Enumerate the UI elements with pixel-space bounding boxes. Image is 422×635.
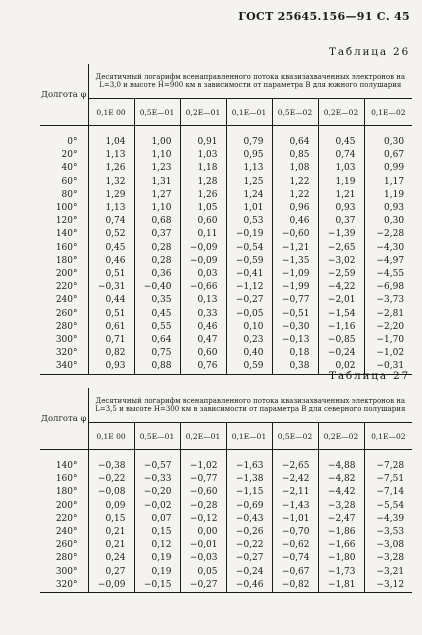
longitude-cell: 20° (40, 149, 88, 162)
column-header: 0,1E—02 (364, 99, 412, 126)
table-row (40, 202, 412, 215)
value-cell: −0,31 (364, 360, 412, 374)
value-cell: −0,77 (180, 473, 226, 486)
value-cell: 0,19 (134, 566, 180, 579)
table-row (40, 228, 412, 241)
value-cell: −0,27 (180, 579, 226, 593)
value-cell: −0,22 (226, 539, 272, 552)
value-cell: −6,98 (376, 282, 405, 293)
column-header: 0,1E 00 (88, 99, 134, 126)
value-cell: 0,68 (134, 215, 180, 228)
page-header: ГОСТ 25645.156—91 С. 45 (238, 10, 410, 23)
value-cell: 0,21 (88, 526, 134, 539)
table-27-caption: Таблица 27 (329, 370, 410, 382)
table-row (40, 473, 412, 486)
value-cell: −0,19 (226, 228, 272, 241)
longitude-cell: 180° (40, 486, 88, 499)
table-row (40, 294, 412, 307)
value-cell: 1,22 (272, 189, 318, 202)
value-cell: 1,13 (88, 202, 134, 215)
table-row (40, 579, 412, 593)
value-cell: 0,93 (88, 360, 134, 374)
value-cell: −3,02 (318, 255, 364, 268)
table-27 (40, 388, 412, 593)
table-row (40, 500, 412, 513)
value-cell: 1,18 (180, 162, 226, 175)
value-cell: 0,74 (88, 215, 134, 228)
value-cell: −4,55 (376, 269, 405, 280)
value-cell: 0,45 (134, 308, 180, 321)
value-cell: 0,46 (88, 255, 134, 268)
value-cell: −2,47 (318, 513, 364, 526)
value-cell: 0,46 (180, 321, 226, 334)
longitude-cell: 280° (40, 552, 88, 565)
value-cell: 0,51 (88, 308, 134, 321)
column-header: 0,2E—01 (180, 423, 226, 450)
value-cell: −0,02 (134, 500, 180, 513)
value-cell: −7,51 (376, 474, 405, 485)
table-26 (40, 64, 412, 375)
value-cell: −1,21 (272, 242, 318, 255)
value-cell: 0,38 (272, 360, 318, 374)
table-row (40, 215, 412, 228)
value-cell: 0,27 (88, 566, 134, 579)
value-cell: 1,03 (318, 162, 364, 175)
value-cell: −1,38 (226, 473, 272, 486)
value-cell: −4,82 (318, 473, 364, 486)
value-cell: 0,82 (88, 347, 134, 360)
table-row (40, 136, 412, 149)
value-cell: −0,03 (180, 552, 226, 565)
value-cell: −7,28 (376, 461, 405, 471)
value-cell: 1,29 (88, 189, 134, 202)
table-description: Десятичный логарифм всенаправленного потока квазизахваченных электронов на L=3,0 и высоте H=900 км в зависимости от параметра B для южного полушария (88, 64, 412, 99)
value-cell: 0,71 (88, 334, 134, 347)
value-cell: 1,03 (180, 149, 226, 162)
value-cell: −2,65 (318, 242, 364, 255)
value-cell: −0,38 (88, 460, 134, 473)
column-header: 0,2E—02 (318, 99, 364, 126)
table-row (40, 539, 412, 552)
value-cell: 0,28 (134, 242, 180, 255)
table-row (40, 189, 412, 202)
value-cell: −0,33 (134, 473, 180, 486)
value-cell: 0,85 (272, 149, 318, 162)
value-cell: −3,73 (376, 295, 405, 306)
value-cell: 0,10 (226, 321, 272, 334)
value-cell: −1,54 (318, 308, 364, 321)
value-cell: 0,46 (272, 215, 318, 228)
value-cell: −0,77 (272, 294, 318, 307)
value-cell: −2,20 (376, 321, 405, 332)
longitude-header: Долгота φ (40, 64, 88, 126)
value-cell: 0,51 (88, 268, 134, 281)
value-cell: 0,93 (318, 202, 364, 215)
column-header: 0,1E—01 (226, 423, 272, 450)
value-cell: 0,45 (88, 242, 134, 255)
value-cell: −4,39 (376, 513, 405, 524)
value-cell: −1,01 (272, 513, 318, 526)
value-cell: −4,42 (318, 486, 364, 499)
column-header: 0,5E—01 (134, 99, 180, 126)
value-cell: −0,85 (318, 334, 364, 347)
value-cell: −0,22 (88, 473, 134, 486)
longitude-cell: 300° (40, 566, 88, 579)
value-cell: −0,57 (134, 460, 180, 473)
value-cell: −1,09 (272, 268, 318, 281)
value-cell: −2,81 (376, 308, 405, 319)
value-cell: −1,16 (318, 321, 364, 334)
column-header: 0,5E—02 (272, 99, 318, 126)
value-cell: 0,67 (384, 150, 405, 161)
value-cell: −1,15 (226, 486, 272, 499)
value-cell: 0,64 (272, 136, 318, 149)
value-cell: 1,32 (88, 176, 134, 189)
value-cell: −4,30 (376, 242, 405, 253)
table-row (40, 308, 412, 321)
value-cell: −0,66 (180, 281, 226, 294)
column-header: 0,5E—01 (134, 423, 180, 450)
column-header: 0,1E—02 (364, 423, 412, 450)
value-cell: −0,43 (226, 513, 272, 526)
value-cell: 0,96 (272, 202, 318, 215)
value-cell: −2,11 (272, 486, 318, 499)
value-cell: −0,60 (272, 228, 318, 241)
column-header: 0,2E—02 (318, 423, 364, 450)
table-row (40, 347, 412, 360)
value-cell: −1,80 (318, 552, 364, 565)
value-cell: 0,75 (134, 347, 180, 360)
value-cell: 0,61 (88, 321, 134, 334)
value-cell: 0,09 (88, 500, 134, 513)
value-cell: −3,21 (376, 566, 405, 577)
value-cell: 0,55 (134, 321, 180, 334)
longitude-cell: 300° (40, 334, 88, 347)
table-row (40, 149, 412, 162)
longitude-cell: 40° (40, 162, 88, 175)
value-cell: −0,27 (226, 294, 272, 307)
value-cell: −1,12 (226, 281, 272, 294)
column-header: 0,5E—02 (272, 423, 318, 450)
value-cell: −0,09 (180, 255, 226, 268)
value-cell: 0,40 (226, 347, 272, 360)
longitude-cell: 60° (40, 176, 88, 189)
value-cell: 1,22 (272, 176, 318, 189)
longitude-cell: 180° (40, 255, 88, 268)
value-cell: 1,19 (384, 189, 405, 200)
value-cell: 0,44 (88, 294, 134, 307)
value-cell: −2,59 (318, 268, 364, 281)
longitude-cell: 240° (40, 526, 88, 539)
value-cell: −0,59 (226, 255, 272, 268)
value-cell: −4,97 (376, 255, 405, 266)
value-cell: 1,26 (180, 189, 226, 202)
value-cell: 1,21 (318, 189, 364, 202)
value-cell: −1,81 (318, 579, 364, 593)
value-cell: −0,13 (272, 334, 318, 347)
longitude-cell: 280° (40, 321, 88, 334)
table-row (40, 486, 412, 499)
longitude-cell: 260° (40, 539, 88, 552)
value-cell: −4,88 (318, 460, 364, 473)
longitude-cell: 100° (40, 202, 88, 215)
value-cell: 0,24 (88, 552, 134, 565)
value-cell: 0,30 (384, 137, 405, 147)
value-cell: −0,24 (318, 347, 364, 360)
value-cell: −1,99 (272, 281, 318, 294)
value-cell: 1,27 (134, 189, 180, 202)
longitude-cell: 240° (40, 294, 88, 307)
value-cell: 0,64 (134, 334, 180, 347)
value-cell: −2,42 (272, 473, 318, 486)
value-cell: −0,01 (180, 539, 226, 552)
value-cell: −1,66 (318, 539, 364, 552)
longitude-cell: 200° (40, 268, 88, 281)
value-cell: −0,08 (88, 486, 134, 499)
value-cell: −0,09 (180, 242, 226, 255)
value-cell: 1,28 (180, 176, 226, 189)
value-cell: −5,54 (376, 500, 405, 511)
value-cell: −3,12 (364, 579, 412, 593)
value-cell: 0,53 (226, 215, 272, 228)
value-cell: −0,28 (180, 500, 226, 513)
value-cell: −1,86 (318, 526, 364, 539)
value-cell: 0,07 (134, 513, 180, 526)
value-cell: −1,70 (376, 335, 405, 346)
value-cell: 0,47 (180, 334, 226, 347)
value-cell: 1,04 (88, 136, 134, 149)
value-cell: 0,19 (134, 552, 180, 565)
value-cell: −2,65 (272, 460, 318, 473)
table-row (40, 334, 412, 347)
longitude-cell: 320° (40, 579, 88, 593)
value-cell: −3,28 (376, 553, 405, 564)
table-row (40, 255, 412, 268)
table-row (40, 513, 412, 526)
table-row (40, 162, 412, 175)
value-cell: 1,25 (226, 176, 272, 189)
table-26-caption: Таблица 26 (329, 46, 410, 58)
value-cell: −0,24 (226, 566, 272, 579)
table-row (40, 268, 412, 281)
value-cell: 0,13 (180, 294, 226, 307)
value-cell: 0,15 (88, 513, 134, 526)
longitude-cell: 140° (40, 460, 88, 473)
value-cell: 0,36 (134, 268, 180, 281)
longitude-cell: 160° (40, 473, 88, 486)
table-row (40, 321, 412, 334)
value-cell: −0,05 (226, 308, 272, 321)
table-row (40, 176, 412, 189)
value-cell: 0,37 (318, 215, 364, 228)
value-cell: 1,31 (134, 176, 180, 189)
value-cell: 0,88 (134, 360, 180, 374)
value-cell: 1,01 (226, 202, 272, 215)
value-cell: 0,59 (226, 360, 272, 374)
longitude-cell: 0° (40, 136, 88, 149)
value-cell: −1,43 (272, 500, 318, 513)
value-cell: 0,02 (318, 360, 364, 374)
value-cell: −0,12 (180, 513, 226, 526)
longitude-header: Долгота φ (40, 388, 88, 450)
value-cell: −0,15 (134, 579, 180, 593)
longitude-cell: 220° (40, 513, 88, 526)
value-cell: 1,17 (384, 176, 405, 187)
value-cell: −0,54 (226, 242, 272, 255)
value-cell: 0,21 (88, 539, 134, 552)
value-cell: 1,10 (134, 202, 180, 215)
longitude-cell: 260° (40, 308, 88, 321)
value-cell: 1,05 (180, 202, 226, 215)
value-cell: 0,11 (180, 228, 226, 241)
table-description: Десятичный логарифм всенаправленного потока квазизахваченных электронов на L=3,5 и высоте H=300 км в зависимости от параметра B для северного полушария (88, 388, 412, 423)
value-cell: 1,23 (134, 162, 180, 175)
table-row (40, 552, 412, 565)
value-cell: 1,00 (134, 136, 180, 149)
value-cell: −1,39 (318, 228, 364, 241)
value-cell: −0,26 (226, 526, 272, 539)
value-cell: −0,62 (272, 539, 318, 552)
value-cell: 0,00 (180, 526, 226, 539)
value-cell: 1,24 (226, 189, 272, 202)
table-row (40, 460, 412, 473)
value-cell: 0,33 (180, 308, 226, 321)
value-cell: 1,13 (226, 162, 272, 175)
longitude-cell: 160° (40, 242, 88, 255)
value-cell: 0,12 (134, 539, 180, 552)
value-cell: 1,19 (318, 176, 364, 189)
value-cell: 0,76 (180, 360, 226, 374)
value-cell: 0,05 (180, 566, 226, 579)
table-row (40, 566, 412, 579)
longitude-cell: 140° (40, 228, 88, 241)
value-cell: −1,02 (180, 460, 226, 473)
value-cell: 0,99 (384, 163, 405, 174)
value-cell: −0,70 (272, 526, 318, 539)
value-cell: −1,63 (226, 460, 272, 473)
table-row (40, 281, 412, 294)
value-cell: −3,08 (376, 540, 405, 551)
value-cell: −0,69 (226, 500, 272, 513)
value-cell: −0,67 (272, 566, 318, 579)
value-cell: −0,27 (226, 552, 272, 565)
value-cell: −0,31 (88, 281, 134, 294)
value-cell: 0,37 (134, 228, 180, 241)
value-cell: 0,60 (180, 215, 226, 228)
longitude-cell: 340° (40, 360, 88, 374)
value-cell: 0,60 (180, 347, 226, 360)
value-cell: 1,13 (88, 149, 134, 162)
value-cell: −0,60 (180, 486, 226, 499)
table-row (40, 242, 412, 255)
value-cell: 0,45 (318, 136, 364, 149)
value-cell: 0,52 (88, 228, 134, 241)
value-cell: 1,26 (88, 162, 134, 175)
value-cell: −1,35 (272, 255, 318, 268)
value-cell: −0,51 (272, 308, 318, 321)
longitude-cell: 120° (40, 215, 88, 228)
value-cell: 1,10 (134, 149, 180, 162)
value-cell: −0,20 (134, 486, 180, 499)
longitude-cell: 200° (40, 500, 88, 513)
column-header: 0,1E 00 (88, 423, 134, 450)
value-cell: −2,01 (318, 294, 364, 307)
value-cell: 0,79 (226, 136, 272, 149)
value-cell: 1,08 (272, 162, 318, 175)
value-cell: −3,53 (376, 527, 405, 538)
value-cell: 0,74 (318, 149, 364, 162)
longitude-cell: 320° (40, 347, 88, 360)
value-cell: −7,14 (376, 487, 405, 498)
value-cell: −4,22 (318, 281, 364, 294)
value-cell: 0,93 (384, 203, 405, 214)
value-cell: −1,73 (318, 566, 364, 579)
value-cell: −3,28 (318, 500, 364, 513)
value-cell: 0,91 (180, 136, 226, 149)
column-header: 0,1E—01 (226, 99, 272, 126)
value-cell: 0,03 (180, 268, 226, 281)
longitude-cell: 80° (40, 189, 88, 202)
value-cell: 0,18 (272, 347, 318, 360)
value-cell: 0,23 (226, 334, 272, 347)
value-cell: 0,35 (134, 294, 180, 307)
value-cell: 0,28 (134, 255, 180, 268)
value-cell: −0,41 (226, 268, 272, 281)
value-cell: −0,09 (88, 579, 134, 593)
value-cell: −0,46 (226, 579, 272, 593)
value-cell: −1,02 (376, 348, 405, 359)
value-cell: −0,30 (272, 321, 318, 334)
value-cell: 0,95 (226, 149, 272, 162)
column-header: 0,2E—01 (180, 99, 226, 126)
value-cell: 0,30 (384, 216, 405, 227)
table-row (40, 526, 412, 539)
value-cell: 0,15 (134, 526, 180, 539)
value-cell: −2,28 (376, 229, 405, 240)
longitude-cell: 220° (40, 281, 88, 294)
value-cell: −0,40 (134, 281, 180, 294)
value-cell: −0,82 (272, 579, 318, 593)
value-cell: −0,74 (272, 552, 318, 565)
